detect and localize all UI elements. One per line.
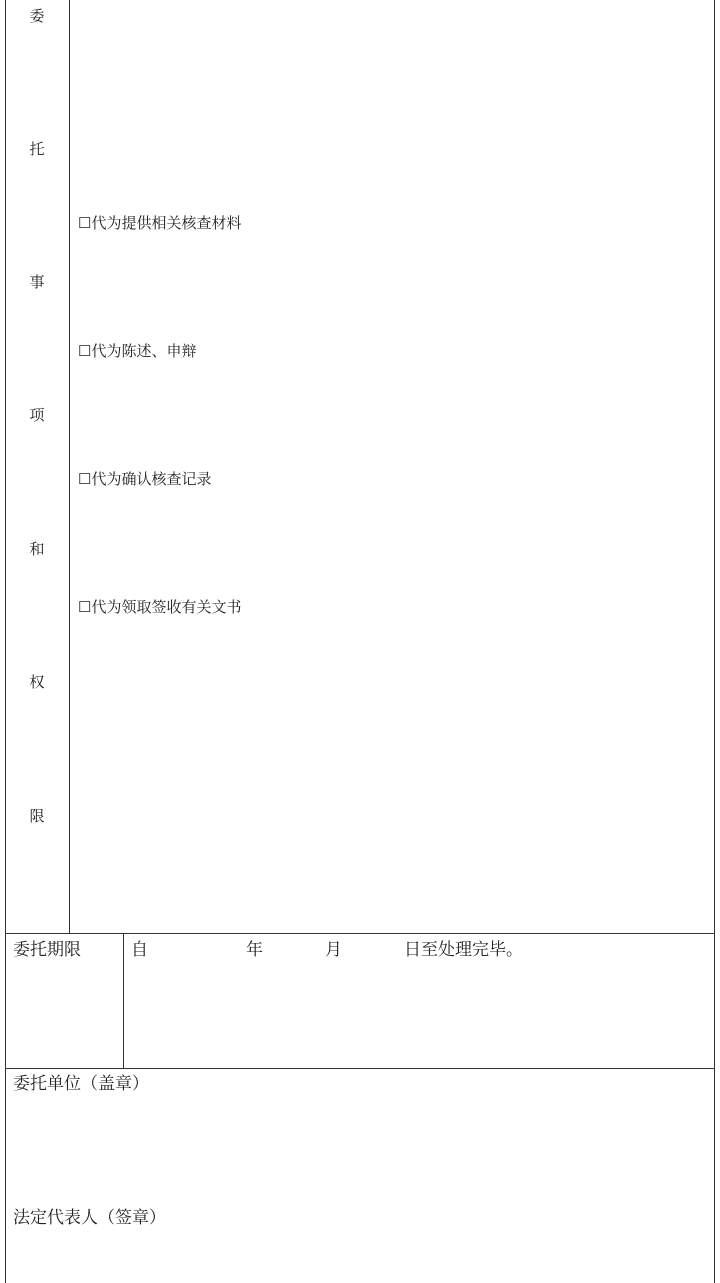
term-label-divider — [123, 933, 124, 1068]
row-divider-signature — [5, 1068, 715, 1069]
section-label-char: 事 — [29, 273, 45, 291]
left-border — [5, 0, 6, 1283]
section-label-char: 托 — [29, 140, 45, 158]
section-label-char: 委 — [29, 7, 45, 25]
unit-seal-label: 委托单位（盖章） — [13, 1074, 149, 1094]
term-label: 委托期限 — [13, 940, 81, 960]
row-divider-term — [5, 933, 715, 934]
option-statement-defense[interactable]: ☐代为陈述、申辩 — [78, 342, 197, 360]
section-label-divider — [69, 0, 70, 933]
right-border — [714, 0, 715, 1283]
term-year: 年 — [246, 940, 263, 960]
section-label-char: 限 — [29, 807, 45, 825]
legal-rep-signature-label: 法定代表人（签章） — [13, 1208, 166, 1228]
section-label-char: 项 — [29, 406, 45, 424]
section-label-char: 和 — [29, 540, 45, 558]
option-confirm-records[interactable]: ☐代为确认核查记录 — [78, 470, 212, 488]
term-month: 月 — [325, 940, 342, 960]
term-day-tail: 日至处理完毕。 — [404, 940, 523, 960]
term-from: 自 — [131, 940, 148, 960]
section-label-char: 权 — [29, 673, 45, 691]
option-receive-documents[interactable]: ☐代为领取签收有关文书 — [78, 598, 242, 616]
option-provide-materials[interactable]: ☐代为提供相关核查材料 — [78, 214, 242, 232]
